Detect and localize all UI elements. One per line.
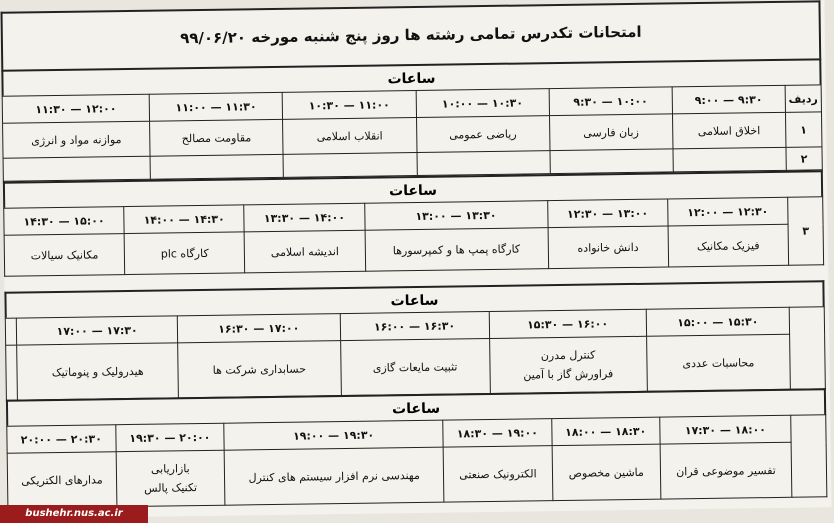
subject-cell: ماشین مخصوص [552, 444, 661, 501]
subject-text: کنترل مدرن [540, 348, 596, 363]
time-cell: ۱۴:۰۰ — ۱۴:۳۰ [124, 205, 245, 234]
empty-cell [283, 152, 417, 177]
subject-text-extra: تکنیک پالس [144, 481, 198, 495]
subject-cell: مقاومت مصالح [150, 119, 284, 156]
time-cell: ۱۲:۰۰ — ۱۲:۳۰ [667, 197, 788, 226]
subject-cell: تفسیر موضوعی قران [660, 442, 792, 499]
subject-cell: هیدرولیک و پنوماتیک [17, 343, 178, 400]
subject-cell: مهندسی نرم افزار سیستم های کنترل [224, 447, 444, 505]
subject-cell: مکانیک سیالات [4, 234, 125, 277]
empty-cell [673, 147, 786, 172]
time-cell: ۱۵:۳۰ — ۱۶:۰۰ [489, 309, 647, 338]
subject-cell-stack [489, 336, 647, 393]
row-number: ۱ [785, 112, 822, 148]
row-blank [791, 415, 827, 497]
row-number: ۲ [786, 147, 823, 171]
time-cell: ۱۳:۰۰ — ۱۳:۳۰ [364, 201, 547, 231]
empty-cell [417, 151, 551, 176]
time-cell: ۱۲:۳۰ — ۱۳:۰۰ [547, 199, 668, 228]
session-3-header-text: ساعات [390, 292, 439, 310]
empty-cell [3, 156, 150, 181]
subject-text-extra: فراورش گاز با آمین [523, 367, 614, 382]
empty-cell [550, 149, 673, 174]
time-cell [5, 318, 17, 345]
subject-cell: اخلاق اسلامی [672, 112, 785, 149]
subject-text: بازاریابی [150, 462, 190, 476]
row-number: ۳ [788, 197, 824, 265]
watermark-badge [0, 505, 148, 523]
session-2-header-text: ساعات [388, 182, 438, 200]
exam-schedule-sheet [1, 0, 832, 518]
subject-cell: زبان فارسی [549, 114, 673, 151]
subject-cell: کارگاه plc [124, 232, 245, 275]
time-cell: ۱۹:۳۰ — ۲۰:۰۰ [116, 423, 225, 452]
subject-cell: ریاضی عمومی [416, 116, 550, 153]
time-cell: ۱۵:۰۰ — ۱۵:۳۰ [646, 307, 790, 336]
session-1-header-text: ساعات [387, 70, 436, 88]
session-4-table [6, 414, 827, 508]
empty-cell [150, 154, 284, 179]
session-1-table [2, 84, 823, 181]
subject-cell: کارگاه پمپ ها و کمپرسورها [365, 228, 549, 272]
time-cell: ۱۸:۳۰ — ۱۹:۰۰ [443, 419, 552, 448]
time-cell: ۱۱:۳۰ — ۱۲:۰۰ [2, 94, 149, 123]
subject-cell: الکترونیک صنعتی [443, 446, 552, 503]
title-text: امتحانات تکدرس تمامی رشته ها روز پنج شنبه مورخه ۹۹/۰۶/۲۰ [180, 22, 642, 48]
time-cell: ۲۰:۰۰ — ۲۰:۳۰ [7, 425, 116, 454]
time-cell: ۱۳:۳۰ — ۱۴:۰۰ [244, 203, 365, 232]
session-4-header-text: ساعات [392, 400, 441, 418]
time-cell: ۱۴:۳۰ — ۱۵:۰۰ [4, 207, 125, 236]
subject-cell: انقلاب اسلامی [283, 117, 417, 154]
time-cell: ۱۰:۳۰ — ۱۱:۰۰ [282, 90, 416, 119]
row-label: ردیف [785, 85, 822, 113]
time-cell: ۹:۰۰ — ۹:۳۰ [672, 85, 785, 114]
time-cell: ۱۹:۰۰ — ۱۹:۳۰ [224, 420, 443, 450]
time-cell: ۱۸:۰۰ — ۱۸:۳۰ [551, 417, 660, 446]
subject-cell: تثبیت مایعات گازی [340, 338, 490, 395]
session-2-table [3, 196, 824, 276]
subject-cell: حسابداری شرکت ها [178, 341, 342, 398]
time-cell: ۱۷:۳۰ — ۱۸:۰۰ [660, 415, 791, 444]
subject-cell: موازنه مواد و انرژی [3, 121, 151, 158]
row-blank [789, 307, 825, 389]
subject-cell: اندیشه اسلامی [245, 230, 366, 273]
subject-cell: دانش خانواده [548, 226, 669, 269]
time-cell: ۱۰:۰۰ — ۱۰:۳۰ [416, 89, 550, 118]
time-cell: ۱۷:۰۰ — ۱۷:۳۰ [17, 316, 178, 345]
subject-cell [6, 345, 18, 400]
time-cell: ۱۶:۳۰ — ۱۷:۰۰ [177, 314, 340, 343]
time-cell: ۱۱:۰۰ — ۱۱:۳۰ [149, 92, 283, 121]
subject-cell: مدارهای الکتریکی [7, 452, 117, 509]
time-cell: ۱۶:۰۰ — ۱۶:۳۰ [340, 311, 489, 340]
subject-cell: فیزیک مکانیک [668, 224, 789, 267]
watermark-text: bushehr.nus.ac.ir [25, 508, 123, 519]
subject-cell: محاسبات عددی [646, 334, 790, 391]
session-3-table [5, 306, 826, 400]
subject-cell-stack [116, 450, 225, 507]
time-cell: ۹:۳۰ — ۱۰:۰۰ [549, 87, 672, 116]
